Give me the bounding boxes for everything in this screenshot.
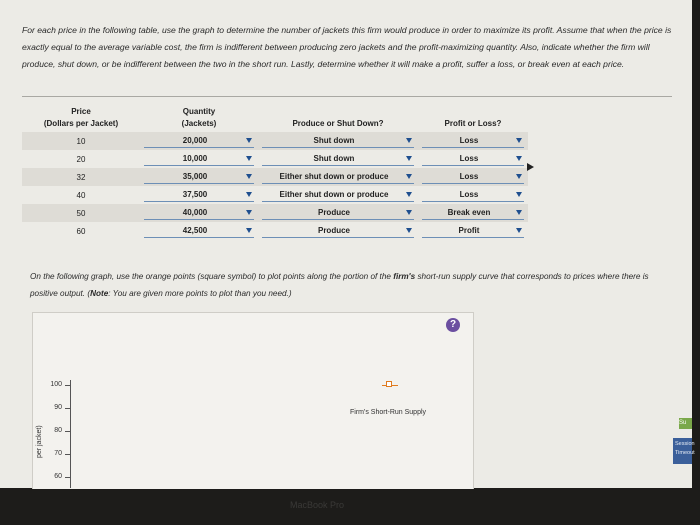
decision-dropdown[interactable]: Either shut down or produce — [262, 170, 414, 184]
divider — [22, 96, 672, 97]
y-axis-label: per jacket) — [36, 425, 43, 458]
y-tick — [65, 431, 70, 432]
chevron-down-icon — [516, 174, 522, 179]
quantity-dropdown[interactable]: 37,500 — [144, 188, 254, 202]
chevron-down-icon — [516, 228, 522, 233]
profit-dropdown[interactable]: Profit — [422, 224, 524, 238]
profit-dropdown[interactable]: Loss — [422, 134, 524, 148]
chevron-down-icon — [406, 228, 412, 233]
chevron-down-icon — [246, 192, 252, 197]
chevron-down-icon — [406, 138, 412, 143]
orange-square-point-tool[interactable] — [386, 381, 392, 387]
price-cell: 20 — [76, 154, 86, 164]
profit-dropdown[interactable]: Break even — [422, 206, 524, 220]
profit-dropdown[interactable]: Loss — [422, 188, 524, 202]
mouse-cursor-icon — [527, 163, 534, 171]
chevron-down-icon — [516, 138, 522, 143]
decision-dropdown[interactable]: Produce — [262, 224, 414, 238]
chevron-down-icon — [246, 156, 252, 161]
graph-panel[interactable] — [32, 312, 474, 489]
quantity-dropdown[interactable]: 40,000 — [144, 206, 254, 220]
y-tick-label: 90 — [54, 404, 62, 411]
instructions-text: For each price in the following table, use the graph to determine the number of jackets this firm would produce in order to maximize its profit. Assume that when the price is exactly equal to the average variable cost, the firm is indifferent between producing zero jackets and the profit-maximizing quantity. Also, indicate whether the firm will produce, shut down, or be indifferent between the two in the short run. Lastly, determine whether it will make a profit, suffer a loss, or break even at each price. — [22, 25, 672, 69]
price-cell: 40 — [76, 190, 86, 200]
chevron-down-icon — [246, 210, 252, 215]
y-tick-label: 70 — [54, 450, 62, 457]
profit-dropdown[interactable]: Loss — [422, 170, 524, 184]
header-quantity: Quantity (Jackets) — [181, 107, 217, 128]
y-tick-label: 60 — [54, 473, 62, 480]
decision-dropdown[interactable]: Produce — [262, 206, 414, 220]
chevron-down-icon — [246, 138, 252, 143]
y-tick-label: 100 — [50, 381, 62, 388]
decision-dropdown[interactable]: Either shut down or produce — [262, 188, 414, 202]
graph-instructions: On the following graph, use the orange points (square symbol) to plot points along the portion of the firm's short-run supply curve that corresponds to prices where there is positive output. (Note: You are given more points to plot than you need.) — [30, 272, 649, 298]
chevron-down-icon — [406, 174, 412, 179]
y-tick — [65, 385, 70, 386]
table-row — [22, 204, 528, 222]
price-cell: 32 — [22, 168, 140, 186]
y-tick — [65, 454, 70, 455]
chevron-down-icon — [406, 192, 412, 197]
price-cell: 50 — [22, 204, 140, 222]
quantity-dropdown[interactable]: 35,000 — [144, 170, 254, 184]
quantity-dropdown[interactable]: 42,500 — [144, 224, 254, 238]
header-price: Price (Dollars per Jacket) — [43, 107, 119, 128]
y-tick — [65, 477, 70, 478]
table-row — [22, 132, 528, 150]
bezel-label: MacBook Pro — [290, 500, 345, 510]
legend-label: Firm's Short-Run Supply — [350, 409, 427, 416]
answer-table — [22, 104, 528, 240]
chevron-down-icon — [516, 156, 522, 161]
chevron-down-icon — [406, 156, 412, 161]
chevron-down-icon — [246, 174, 252, 179]
header-produce: Produce or Shut Down? — [292, 119, 384, 128]
help-icon[interactable]: ? — [446, 318, 460, 332]
chevron-down-icon — [516, 192, 522, 197]
side-submit-button[interactable]: Su — [679, 418, 692, 429]
chevron-down-icon — [406, 210, 412, 215]
table-row — [22, 222, 528, 240]
quantity-dropdown[interactable]: 20,000 — [144, 134, 254, 148]
price-cell: 60 — [76, 226, 86, 236]
chevron-down-icon — [246, 228, 252, 233]
y-axis — [70, 380, 71, 488]
table-row — [22, 186, 528, 204]
decision-dropdown[interactable]: Shut down — [262, 134, 414, 148]
table-row — [22, 150, 528, 168]
profit-dropdown[interactable]: Loss — [422, 152, 524, 166]
session-timeout-panel: Session Timeout — [673, 438, 692, 464]
decision-dropdown[interactable]: Shut down — [262, 152, 414, 166]
y-tick-label: 80 — [54, 427, 62, 434]
table-row — [22, 168, 528, 186]
quantity-dropdown[interactable]: 10,000 — [144, 152, 254, 166]
header-profit: Profit or Loss? — [444, 119, 502, 128]
price-cell: 10 — [22, 132, 140, 150]
y-tick — [65, 408, 70, 409]
chevron-down-icon — [516, 210, 522, 215]
